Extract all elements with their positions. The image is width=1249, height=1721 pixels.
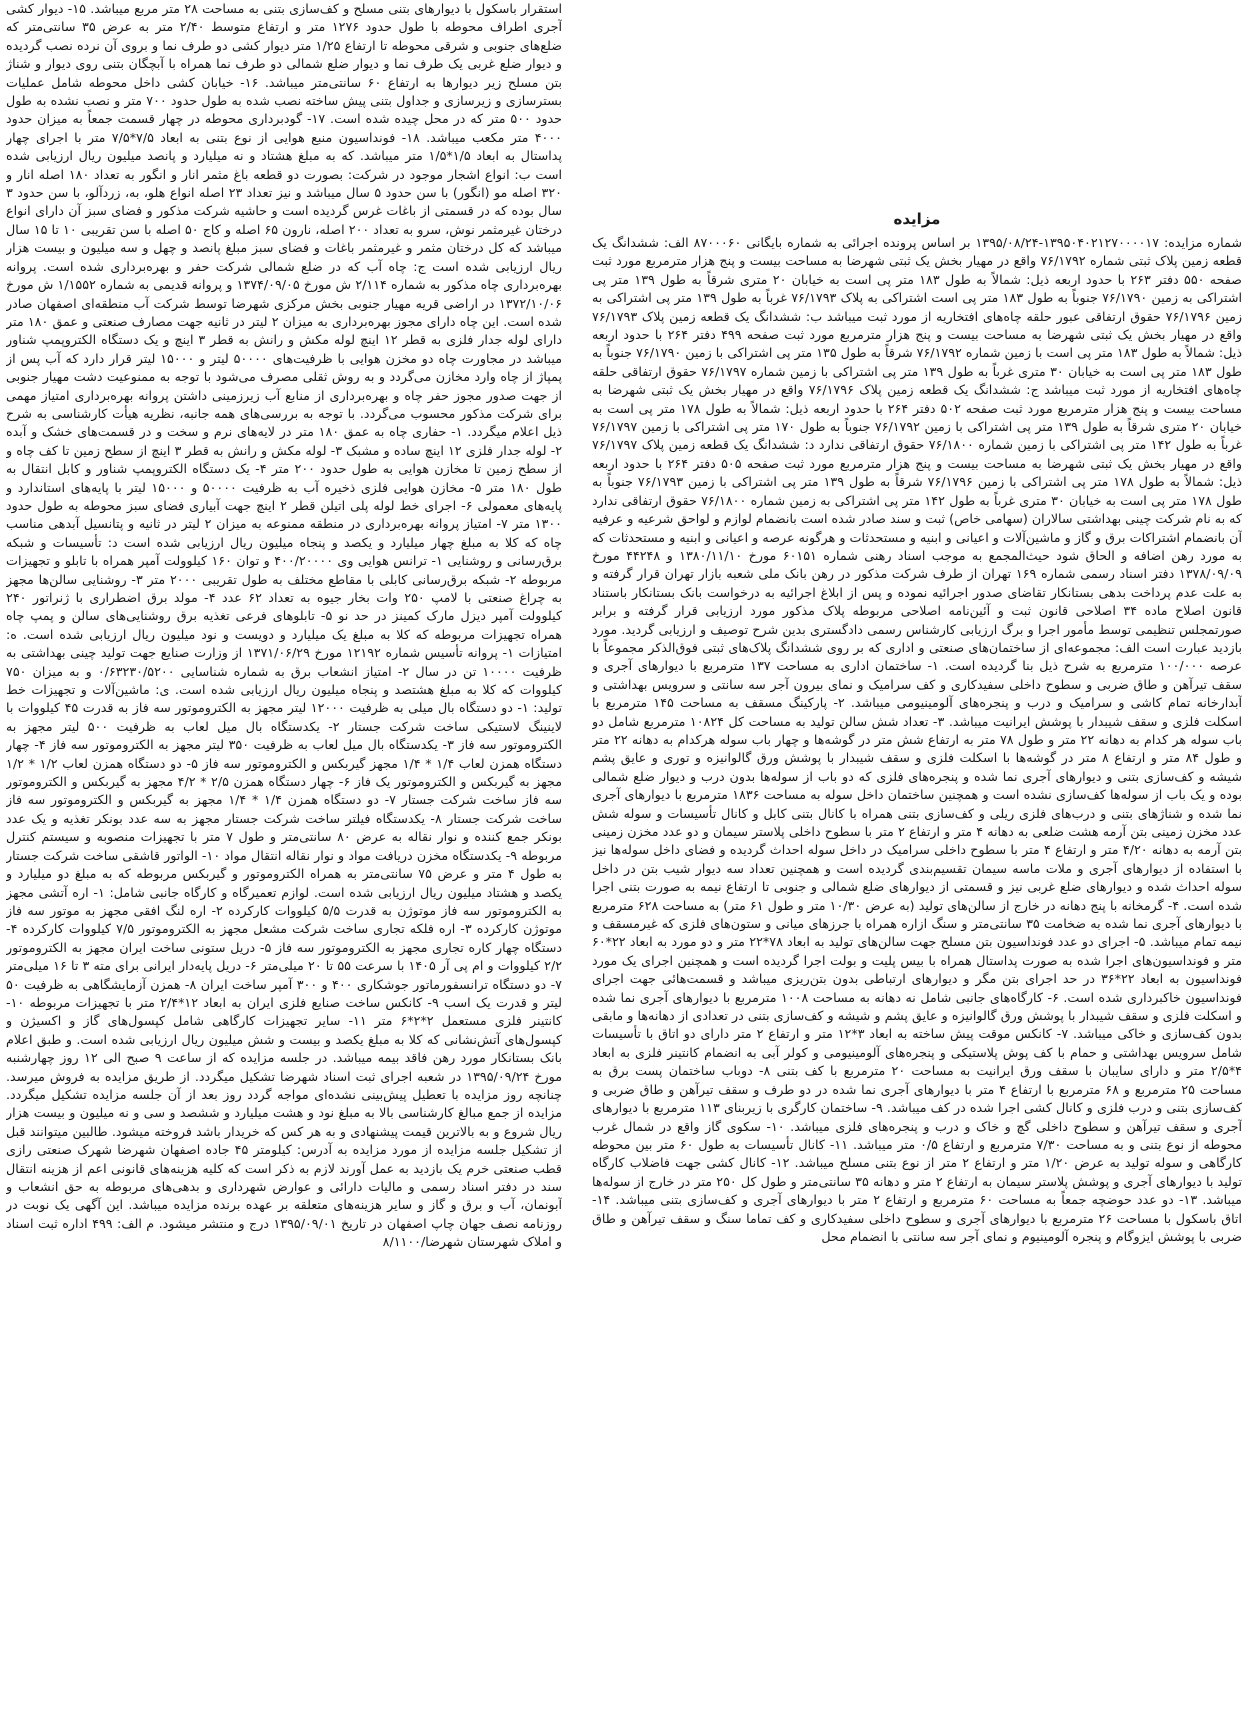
left-column-text: استقرار باسکول با دیوارهای بتنی مسلح و کف‌سازی بتنی به مساحت ۲۸ متر مربع میباشد. ۱۵- دیوار کشی آجری اطراف محوطه با طول حدود ۱۲۷۶ متر و ارتفاع متوسط ۲/۴۰ متر به عرض ۳۵ سانتی‌متر که ضلع‌های جنوبی و شرقی محوطه تا ارتفاع ۱/۲۵ متر دیوار کشی دو طرف نما و بروی آن نرده نصب گردیده و دیوار ضلع غربی یک طرف نما و دیوار ضلع شمالی دو طرف نما همراه با آبچگان بتنی روی دیوار و شناژ بتن مسلح زیر دیوارها به ارتفاع ۶۰ سانتی‌متر میباشد. ۱۶- خیابان کشی داخل محوطه شامل عملیات بسترسازی و زیرسازی و جداول بتنی پیش ساخته نصب شده به طول حدود ۷۰۰ متر و نصب نشده به طول حدود ۵۰۰ متر که در محل چیده شده است. ۱۷- گودبرداری محوطه در چهار قسمت جمعاً به میزان حدود ۴۰۰۰ متر مکعب میباشد. ۱۸- فونداسیون منبع هوایی از نوع بتنی به ابعاد ۷/۵*۷/۵ متر با اجرای چهار پداستال به ابعاد ۱/۵*۱/۵ متر میباشد. که به مبلغ هشتاد و نه میلیارد و پانصد میلیون ریال ارزیابی شده است ب: انواع اشجار موجود در شرکت: بصورت دو قطعه باغ مثمر انار و انگور به تعداد ۱۸۰ اصله انار و ۳۲۰ اصله مو (انگور) با سن حدود ۵ سال میباشد و نیز تعداد ۲۳ اصله انواع هلو، به، زردآلو، با سن حدود ۳ سال بوده که در قسمتی از باغات غرس گردیده است و حاشیه شرکت مذکور و فضای سبز آن دارای انواع درختان غیرمثمر نوش، سرو به تعداد ۲۰۰ اصله، نارون ۶۵ اصله و کاج ۵۰ اصله با سن تقریبی ۱۰ تا ۱۵ سال میباشد که کل درختان مثمر و غیرمثمر باغات و فضای سبز مبلغ پانصد و چهل و سه میلیون و بیست هزار ریال ارزیابی شده است ج: چاه آب که در ضلع شمالی شرکت حفر و بهره‌برداری شده است. پروانه بهره‌برداری چاه مذکور به شماره ۲/۱۱۴ ش مورخ ۱۳۷۴/۰۹/۰۵ و پروانه قدیمی به شماره ۱/۱۵۵۲ ش مورخ ۱۳۷۲/۱۰/۰۶ در اراضی قریه مهیار جنوبی بخش مرکزی شهرضا توسط شرکت آب منطقه‌ای اصفهان صادر شده است. این چاه دارای مجوز بهره‌برداری به میزان ۲ لیتر در ثانیه جهت مصارف صنعتی و عمق ۱۸۰ متر دارای لوله جدار فلزی به قطر ۱۲ اینچ لوله مکش و رانش به قطر ۳ اینچ و یک دستگاه الکتروپمپ شناور میباشد در مجاورت چاه دو مخزن هوایی با ظرفیت‌های ۵۰۰۰۰ لیتر و ۱۵۰۰۰ لیتر قرار دارد که آب پس از پمپاژ از چاه وارد مخازن می‌گردد و به روش ثقلی مصرف می‌شود با توجه به ممنوعیت دشت مهیار جنوبی از جهت صدور مجوز حفر چاه و بهره‌برداری از منابع آب زیرزمینی داشتن پروانه بهره‌برداری امتیاز مهمی برای شرکت مذکور محسوب می‌گردد. با توجه به بررسی‌های همه جانبه، نظریه هیأت کارشناسی به شرح ذیل اعلام میگردد. ۱- حفاری چاه به عمق ۱۸۰ متر در لایه‌های نرم و سخت و در قسمت‌های خشک و آبده ۲- لوله جدار فلزی ۱۲ اینچ ساده و مشبک ۳- لوله مکش و رانش به قطر ۳ اینچ از سطح زمین تا کف چاه و از سطح زمین تا مخازن هوایی به طول حدود ۲۰۰ متر ۴- یک دستگاه الکتروپمپ شناور و کابل انتقال به طول ۱۸۰ متر ۵- مخازن هوایی فلزی ذخیره آب به ظرفیت ۵۰۰۰۰ و ۱۵۰۰۰ لیتر با پایه‌های استاندارد و پایه‌های معمولی ۶- اجرای خط لوله پلی اتیلن قطر ۲ اینچ جهت آبیاری فضای سبز محوطه به طول حدود ۱۳۰۰ متر ۷- امتیاز پروانه بهره‌برداری در منطقه ممنوعه به میزان ۲ لیتر در ثانیه و پتانسیل آبدهی مناسب چاه که کلا به مبلغ چهار میلیارد و یکصد و پنجاه میلیون ریال ارزیابی شده است د: تأسیسات و شبکه برق‌رسانی و روشنایی ۱- ترانس هوایی وی ۴۰۰/۲۰۰۰۰ و توان ۱۶۰ کیلوولت آمپر همراه با تابلو و تجهیزات مربوطه ۲- شبکه برق‌رسانی کابلی با مقاطع مختلف به طول تقریبی ۲۰۰۰ متر ۳- روشنایی سالن‌ها مجهز به چراغ صنعتی با لامپ ۲۵۰ وات بخار جیوه به تعداد ۶۲ عدد ۴- مولد برق اضطراری با ژنراتور ۲۴۰ کیلوولت آمپر دیزل مارک کمینز در حد نو ۵- تابلوهای فرعی تغذیه برق روشنایی‌های سالن و پمپ چاه همراه تجهیزات مربوطه که کلا به مبلغ یک میلیارد و دویست و نود میلیون ریال ارزیابی شده است. ه: امتیازات ۱- پروانه تأسیس شماره ۱۲۱۹۲ مورخ ۱۳۷۱/۰۶/۲۹ از وزارت صنایع جهت تولید چینی بهداشتی به ظرفیت ۱۰۰۰۰ تن در سال ۲- امتیاز انشعاب برق به شماره شناسایی ۰/۶۳۲۳۰/۵۲۰۰ و به میزان ۷۵۰ کیلووات که کلا به مبلغ هشتصد و پنجاه میلیون ریال ارزیابی شده است. ی: ماشین‌آلات و تجهیزات خط تولید: ۱- دو دستگاه بال میلی به ظرفیت ۱۲۰۰۰ لیتر مجهز به الکتروموتور سه فاز به قدرت ۴۵ کیلووات با لاینینگ لاستیکی ساخت شرکت جستار ۲- یکدستگاه بال میل لعاب به ظرفیت ۵۰۰ لیتر مجهز به الکتروموتور سه فاز ۳- یکدستگاه بال میل لعاب به ظرفیت ۳۵۰ لیتر مجهز به الکتروموتور سه فاز ۴- چهار دستگاه همزن لعاب ۱/۴ * ۱/۴ مجهز گیربکس و الکتروموتور سه فاز ۵- دو دستگاه همزن لعاب ۱/۲ * ۱/۲ مجهز به گیربکس و الکتروموتور یک فاز ۶- چهار دستگاه همزن ۲/۵ * ۴/۲ مجهز به گیربکس و الکتروموتور سه فاز ساخت شرکت جستار ۷- دو دستگاه همزن ۱/۴ * ۱/۴ مجهز به گیربکس و الکتروموتور سه فاز ساخت شرکت جستار ۸- یکدستگاه فیلتر ساخت شرکت جستار مجهز به سه عدد بونکر تغذیه و یک عدد بونکر جمع کننده و نوار نقاله به عرض ۸۰ سانتی‌متر و طول ۷ متر با تجهیزات منصوبه و سیستم کنترل مربوطه ۹- یکدستگاه مخزن دریافت مواد و نوار نقاله انتقال مواد ۱۰- الواتور قاشقی ساخت شرکت جستار به طول ۴ متر و عرض ۷۵ سانتی‌متر به همراه الکتروموتور و گیربکس مربوطه که به مبلغ دو میلیارد و یکصد و هشتاد میلیون ریال ارزیابی شده است. لوازم تعمیرگاه و کارگاه جانبی شامل: ۱- اره آتشی مجهز به الکتروموتور سه فاز موتوژن به قدرت ۵/۵ کیلووات کارکرده ۲- اره لنگ افقی مجهز به موتور سه فاز موتوژن کارکرده ۳- اره فلکه تجاری ساخت شرکت مشعل مجهز به الکتروموتور ۷/۵ کیلووات کارکرده ۴- دستگاه چهار کاره تجاری مجهز به الکتروموتور سه فاز ۵- دریل ستونی ساخت ایران مجهز به الکتروموتور ۲/۲ کیلووات و ام پی آر ۱۴۰۵ با سرعت ۵۵ تا ۲۰ میلی‌متر ۶- دریل پایه‌دار ایرانی برای مته ۳ تا ۱۶ میلی‌متر ۷- دو دستگاه ترانسفورماتور جوشکاری ۴۰۰ و ۳۰۰ آمپر ساخت ایران ۸- همزن آزمایشگاهی به ظرفیت ۵۰ لیتر و قدرت یک اسب ۹- کانکس ساخت صنایع فلزی ایران به ابعاد ۱۲*۲/۴ متر با تجهیزات مربوطه ۱۰- کانتینر فلزی مستعمل ۲*۲*۶ متر ۱۱- سایر تجهیزات کارگاهی شامل کپسول‌های گاز و اکسیژن و کپسول‌های آتش‌نشانی که کلا به مبلغ یکصد و بیست و شش میلیون ریال ارزیابی شده است. و طبق اعلام بانک بستانکار مورد رهن فاقد بیمه میباشد. در جلسه مزایده که از ساعت ۹ صبح الی ۱۲ روز چهارشنبه مورخ ۱۳۹۵/۰۹/۲۴ در شعبه اجرای ثبت اسناد شهرضا تشکیل میگردد. از طریق مزایده به فروش میرسد. چنانچه روز مزایده با تعطیل پیش‌بینی نشده‌ای مواجه گردد روز بعد از آن جلسه مزایده تشکیل میگردد. مزایده از جمع مبالغ کارشناسی بالا به مبلغ نود و هشت میلیارد و ششصد و سی و نه میلیون و بیست هزار ریال شروع و به بالاترین قیمت پیشنهادی و به هر کس که خریدار باشد فروخته میشود. طالبین میتوانند قبل از تشکیل جلسه مزایده از مورد مزایده به آدرس: کیلومتر ۴۵ جاده اصفهان شهرضا شهرک صنعتی رازی قطب صنعتی خرم یک بازدید به عمل آورند لازم به ذکر است که کلیه هزینه‌های قانونی اعم از هزینه انتقال سند در دفتر اسناد رسمی و مالیات دارائی و عوارض شهرداری و بدهی‌های مربوطه به حق انشعاب و آبونمان، آب و برق و گاز و سایر هزینه‌های متعلقه بر عهده برنده مزایده میباشد. این آگهی یک نوبت در روزنامه نصف جهان چاپ اصفهان در تاریخ ۱۳۹۵/۰۹/۰۱ درج و منتشر میشود. م الف: ۴۹۹ اداره ثبت اسناد و املاک شهرستان شهرضا/۸/۱۱۰۰: [6, 1, 562, 1250]
right-column-text: شماره مزایده: ۱۳۹۵۰۴۰۲۱۲۷۰۰۰۰۱۷-۱۳۹۵/۰۸/۲۴ بر اساس پرونده اجرائی به شماره بایگانی ۸۷۰۰۰۶۰ الف: ششدانگ یک قطعه زمین پلاک ثبتی شماره ۷۶/۱۷۹۲ واقع در مهیار بخش یک ثبتی شهرضا به مساحت بیست و پنج هزار مترمربع مورد ثبت صفحه ۵۵۰ دفتر ۲۶۳ با حدود اربعه ذیل: شمالاً به طول ۱۸۳ متر پی است به خیابان ۲۰ متری شرقاً به طول ۱۳۹ متر پی اشتراکی به زمین ۷۶/۱۷۹۰ جنوباً به طول ۱۸۳ متر پی است اشتراکی به پلاک ۷۶/۱۷۹۳ غرباً به طول ۱۳۹ متر پی اشتراکی به زمین ۷۶/۱۷۹۶ حقوق ارتفاقی عبور حلقه چاه‌های افتخاریه از مورد ثبت میباشد ب: ششدانگ یک قطعه زمین پلاک ۷۶/۱۷۹۳ واقع در مهیار بخش یک ثبتی شهرضا به مساحت بیست و پنج هزار مترمربع مورد ثبت صفحه ۴۹۹ دفتر ۲۶۴ با حدود اربعه ذیل: شمالاً به طول ۱۸۳ متر پی است با زمین شماره ۷۶/۱۷۹۲ شرقاً به طول ۱۳۵ متر پی اشتراکی با زمین ۷۶/۱۷۹۰ جنوباً به طول ۱۸۳ متر پی است به خیابان ۳۰ متری غرباً به طول ۱۳۹ متر پی اشتراکی با زمین شماره ۷۶/۱۷۹۷ حقوق ارتفاقی حلقه چاه‌های افتخاریه از مورد ثبت میباشد ج: ششدانگ یک قطعه زمین پلاک ۷۶/۱۷۹۶ واقع در مهیار بخش یک ثبتی شهرضا به مساحت بیست و پنج هزار مترمربع مورد ثبت صفحه ۵۰۲ دفتر ۲۶۴ با حدود اربعه ذیل: شمالاً به طول ۱۷۸ متر پی است به خیابان ۲۰ متری شرقاً به طول ۱۳۹ متر پی اشتراکی با زمین ۷۶/۱۷۹۲ جنوباً به طول ۱۷۰ متر پی اشتراکی با زمین ۷۶/۱۷۹۷ غرباً به طول ۱۴۲ متر پی اشتراکی با زمین شماره ۷۶/۱۸۰۰ حقوق ارتفاقی ندارد د: ششدانگ یک قطعه زمین پلاک ۷۶/۱۷۹۷ واقع در مهیار بخش یک ثبتی شهرضا به مساحت بیست و پنج هزار مترمربع مورد ثبت صفحه ۵۰۵ دفتر ۲۶۴ با حدود اربعه ذیل: شمالاً به طول ۱۷۸ متر پی اشتراکی با زمین ۷۶/۱۷۹۶ شرقاً به طول ۱۳۹ متر پی اشتراکی با زمین ۷۶/۱۷۹۳ جنوباً به طول ۱۷۸ متر پی است به خیابان ۳۰ متری غرباً به طول ۱۴۲ متر پی اشتراکی به زمین شماره ۷۶/۱۸۰۰ حقوق ارتفاقی ندارد که به نام شرکت چینی بهداشتی سالاران (سهامی خاص) ثبت و سند صادر شده است بانضمام لوازم و لواحق شرعیه و عرفیه آن بانضمام اشتراکات برق و گاز و ماشین‌آلات و اعیانی و ابنیه و مستحدثات و هرگونه عرصه و اعیانی و ابنیه و مستحدثات که به مورد رهن اضافه و الحاق شود حیث‌المجمع به موجب اسناد رهنی شماره ۶۰۱۵۱ مورخ ۱۳۸۰/۱۱/۱۰ و ۴۴۲۴۸ مورخ ۱۳۷۸/۰۹/۰۹ دفتر اسناد رسمی شماره ۱۶۹ تهران از طرف شرکت مذکور در رهن بانک ملی شعبه بازار تهران قرار گرفته و به علت عدم پرداخت بدهی بستانکار تقاضای صدور اجرائیه نموده و پس از ابلاغ اجرائیه به درخواست بانک بستانکار باستناد قانون اصلاح ماده ۳۴ اصلاحی قانون ثبت و آئین‌نامه اصلاحی مربوطه پلاک مذکور مورد ارزیابی قرار گرفته و برابر صورتمجلس تنظیمی توسط مأمور اجرا و برگ ارزیابی کارشناس رسمی دادگستری بدین شرح توصیف و ارزیابی گردید. مورد بازدید عبارت است الف: مجموعه‌ای از ساختمان‌های صنعتی و اداری که بر روی ششدانگ پلاک‌های ثبتی فوق‌الذکر مجموعاً با عرصه ۱۰۰/۰۰۰ مترمربع به شرح ذیل بنا گردیده است. ۱- ساختمان اداری به مساحت ۱۳۷ مترمربع با دیوارهای آجری و سقف تیرآهن و طاق ضربی و سطوح داخلی سفیدکاری و کف سرامیک و نمای بیرون آجر سه سانتی و سرویس بهداشتی و آبدارخانه تمام کاشی و سرامیک و درب و پنجره‌های آلومینیومی میباشد. ۲- پارکینگ مسقف به مساحت ۱۴۵ مترمربع با اسکلت فلزی و سقف شیبدار با پوشش ایرانیت میباشد. ۳- تعداد شش سالن تولید به مساحت کل ۱۰۸۲۴ مترمربع شامل دو باب سوله هر کدام به دهانه ۲۲ متر و طول ۷۸ متر به ارتفاع شش متر در گوشه‌ها و چهار باب سوله هرکدام به دهانه ۲۲ متر و طول ۸۴ متر و ارتفاع ۸ متر در گوشه‌ها با اسکلت فلزی و سقف شیبدار با پوشش ورق گالوانیزه و توری و عایق پشم شیشه و کف‌سازی بتنی و دیوارهای آجری نما شده و پنجره‌های فلزی که دو باب از سوله‌ها بدون درب و دیوار ضلع شمالی بوده و یک باب از سوله‌ها کف‌سازی نشده است و همچنین ساختمان داخل سوله به مساحت ۱۸۳۶ مترمربع با دیوارهای آجری نما شده و شناژهای بتنی و درب‌های فلزی ریلی و کف‌سازی بتنی همراه با کانال بتنی کابل و کانال تأسیسات و سوله شش عدد مخزن زمینی بتن آرمه هشت ضلعی به دهانه ۴ متر و ارتفاع ۲ متر با سطوح داخلی پلاستر سیمان و دو عدد مخزن زمینی بتن آرمه به دهانه ۴/۲۰ متر و ارتفاع ۴ متر با سطوح داخلی سرامیک در داخل سوله احداث گردیده و فضای داخل سوله‌ها نیز با استفاده از دیوارهای آجری و ملات ماسه سیمان تقسیم‌بندی گردیده است و همچنین تعداد سه دیوار شیب بتن در داخل سوله احداث شده و دیوارهای ضلع غربی نیز و قسمتی از دیوارهای ضلع شمالی و جنوبی تا ارتفاع نیمه به صورت بتنی اجرا شده است. ۴- گرمخانه با پنج دهانه در خارج از سالن‌های تولید (به عرض ۱۰/۳۰ متر و طول ۶۱ متر) به مساحت ۶۲۸ مترمربع با دیوارهای آجری نما شده به ضخامت ۳۵ سانتی‌متر و سنگ ازاره همراه با جرزهای میانی و ستون‌های فلزی که غیرمسقف و نیمه تمام میباشد. ۵- اجرای دو عدد فونداسیون بتن مسلح جهت سالن‌های تولید به ابعاد ۷۸*۲۲ متر و دو مورد به ابعاد ۲۲*۶۰ متر و فونداسیون‌های اجرا شده به صورت پداستال همراه با بیس پلیت و بولت اجرا گردیده است و همچنین اجرای یک مورد فونداسیون به ابعاد ۲۲*۳۶ در حد اجرای بتن مگر و دیوارهای ارتباطی بدون بتن‌ریزی میباشد و قسمت‌هائی جهت اجرای فونداسیون خاکبرداری شده است. ۶- کارگاه‌های جانبی شامل نه دهانه به مساحت ۱۰۰۸ مترمربع با دیوارهای آجری نما شده و اسکلت فلزی و سقف شیبدار با پوشش ورق گالوانیزه و عایق پشم و شیشه و کف‌سازی بتنی در تعدادی از دهانه‌ها و مابقی بدون کف‌سازی و خاکی میباشد. ۷- کانکس موقت پیش ساخته به ابعاد ۳*۱۲ متر و ارتفاع ۲ متر دارای دو اتاق با تأسیسات شامل سرویس بهداشتی و حمام با کف پوش پلاستیکی و پنجره‌های آلومینیومی و کولر آبی به انضمام کانتینر فلزی به ابعاد ۴*۲/۵ متر و دارای سایبان با سقف ورق ایرانیت به مساحت ۲۰ مترمربع با کف بتنی ۸- دوباب ساختمان پست برق به مساحت ۲۵ مترمربع و ۶۸ مترمربع با ارتفاع ۴ متر با دیوارهای آجری نما شده در دو طرف و سقف تیرآهن و طاق ضربی و کف‌سازی بتنی و درب فلزی و کانال کشی اجرا شده در کف میباشد. ۹- ساختمان کارگری با زیربنای ۱۱۳ مترمربع با دیوارهای آجری و سقف تیرآهن و سطوح داخلی گچ و خاک و درب و پنجره‌های فلزی میباشد. ۱۰- سکوی گاز واقع در شمال غرب محوطه از نوع بتنی و به مساحت ۷/۳۰ مترمربع و ارتفاع ۰/۵ متر میباشد. ۱۱- کانال تأسیسات به طول ۶۰ متر بین محوطه کارگاهی و سوله تولید به عرض ۱/۲۰ متر و ارتفاع ۲ متر از نوع بتنی مسلح میباشد. ۱۲- کانال کشی جهت فاضلاب کارگاه تولید با دیوارهای آجری و پوشش پلاستر سیمان به ارتفاع ۲ متر و دهانه ۳۵ سانتی‌متر و طول کل ۲۵۰ متر در خارج از سوله‌ها میباشد. ۱۳- دو عدد حوضچه جمعاً به مساحت ۶۰ مترمربع و ارتفاع ۲ متر با دیوارهای آجری و کف‌سازی بتنی میباشد. ۱۴- اتاق باسکول با مساحت ۲۶ مترمربع با دیوارهای آجری و سطوح داخلی سفیدکاری و کف تماما سنگ و سقف تیرآهن و طاق ضربی با پوشش ایزوگام و پنجره آلومینیوم و نمای آجر سه سانتی با انضمام محل: [592, 235, 1242, 1244]
notice-title: مزایده: [893, 210, 941, 228]
notice-right-column: [592, 208, 1242, 1663]
notice-left-column: [6, 0, 562, 1402]
